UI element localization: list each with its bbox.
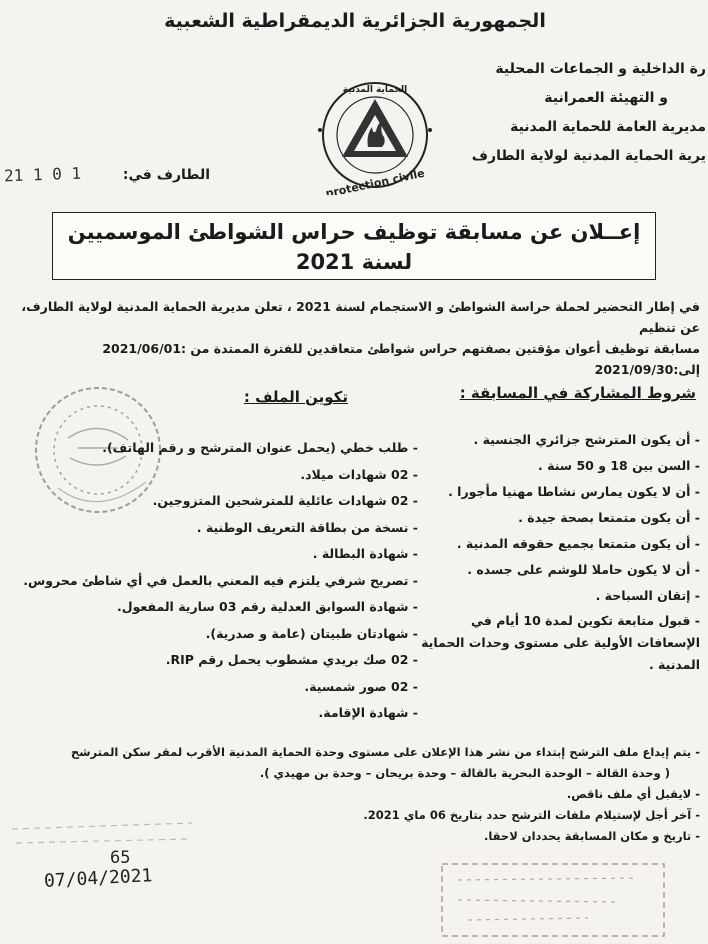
announcement-title-box	[52, 212, 656, 280]
file-item: - شهادة البطالة .	[312, 546, 418, 561]
condition-item: - أن يكون المترشح جزائري الجنسية .	[473, 432, 700, 447]
intro-line-1: في إطار التحضير لحملة حراسة الشواطئ و الاستجمام لسنة 2021 ، تعلن مديرية الحماية المدنية لولاية الطارف، عن تنظيم	[21, 299, 700, 335]
footer-note: - آخر أجل لإستيلام ملفات الترشح حدد بتاريخ 06 ماي 2021.	[363, 808, 700, 822]
ministry-line: و التهيئة العمرانية	[544, 90, 668, 106]
file-heading: تكوين الملف :	[243, 388, 348, 406]
file-item: - 02 صور شمسية.	[304, 678, 418, 694]
date-stamp: 21 1 0 1	[3, 163, 82, 186]
footer-note: - تاريخ و مكان المسابقة يحددان لاحقا.	[483, 829, 700, 843]
file-item: - 02 شهادات عائلية للمترشحين المتزوجين.	[152, 493, 418, 508]
faded-stamp	[2, 815, 202, 875]
file-item: - شهادة السوابق العدلية رقم 03 سارية المفعول.	[117, 599, 418, 614]
file-item: - نسخة من بطاقة التعريف الوطنية .	[196, 519, 418, 535]
emblem-top-text: الحماية المدنية	[342, 85, 408, 95]
file-item: - 02 صك بريدي مشطوب يحمل رقم RIP.	[165, 652, 418, 667]
emblem-bottom-text: protection civile	[324, 166, 426, 195]
condition-item: - أن يكون متمتعا بصحة جيدة .	[518, 510, 700, 525]
file-items-list	[23, 436, 418, 728]
condition-item: - أن يكون متمتعا بجميع حقوقه المدنية .	[456, 536, 700, 551]
conditions-list	[410, 428, 700, 676]
handwritten-number: 65	[110, 848, 131, 868]
file-item: - طلب خطي (يحمل عنوان المترشح و رقم الهاتف).	[102, 440, 418, 455]
emblem-top-text-arc	[343, 85, 408, 95]
intro-paragraph	[18, 296, 700, 380]
title-line-2: لسنة 2021	[295, 250, 413, 274]
footer-note: - لايقبل أي ملف ناقص.	[566, 787, 700, 801]
place-label: الطارف في:	[122, 167, 210, 183]
ministry-line: مديرية العامة للحماية المدنية	[510, 119, 706, 135]
condition-item: - السن بين 18 و 50 سنة .	[538, 458, 700, 473]
condition-item: - أن لا يكون حاملا للوشم على جسده .	[467, 562, 700, 577]
file-item: - تصريح شرفي يلتزم فيه المعني بالعمل في أي شاطئ محروس.	[23, 572, 418, 588]
file-item: - شهادتان طبيتان (عامة و صدرية).	[205, 625, 418, 641]
footer-note: ( وحدة القالة – الوحدة البحرية بالقالة – وحدة بريحان – وحدة بن مهيدي ).	[259, 766, 670, 780]
place-date-row	[0, 165, 260, 193]
footer-note: - يتم إيداع ملف الترشح إبتداء من نشر هذا الإعلان على مستوى وحدة الحماية المدنية الأقرب لمقر سكن المترشح	[70, 745, 700, 759]
conditions-heading: شروط المشاركة في المسابقة :	[459, 384, 696, 402]
civil-protection-emblem	[300, 75, 450, 195]
condition-item: - أن لا يكون يمارس نشاطا مهنيا مأجورا .	[448, 484, 700, 499]
condition-item: - قبول متابعة تكوين لمدة 10 أيام في الإسعافات الأولية على مستوى وحدات الحماية المدنية .	[421, 613, 700, 672]
file-item: - 02 شهادات ميلاد.	[300, 466, 418, 482]
registration-stamp	[438, 860, 668, 940]
intro-line-2: مسابقة توظيف أعوان مؤقتين بصفتهم حراس شواطئ متعاقدين للفترة الممتدة من :2021/06/01 إلى:2021/09/30	[102, 341, 700, 377]
condition-item: - إتقان السباحة .	[595, 588, 700, 603]
handwritten-reference: 07/04/2021	[43, 865, 153, 892]
title-line-1: إعــلان عن مسابقة توظيف حراس الشواطئ الموسميين	[67, 220, 641, 244]
ministry-line: رة الداخلية و الجماعات المحلية	[495, 61, 706, 77]
ministry-line: يرية الحماية المدنية لولاية الطارف	[471, 148, 706, 164]
ministry-block	[466, 55, 706, 171]
file-item: - شهادة الإقامة.	[318, 705, 418, 720]
republic-header: الجمهورية الجزائرية الديمقراطية الشعبية	[164, 10, 546, 32]
